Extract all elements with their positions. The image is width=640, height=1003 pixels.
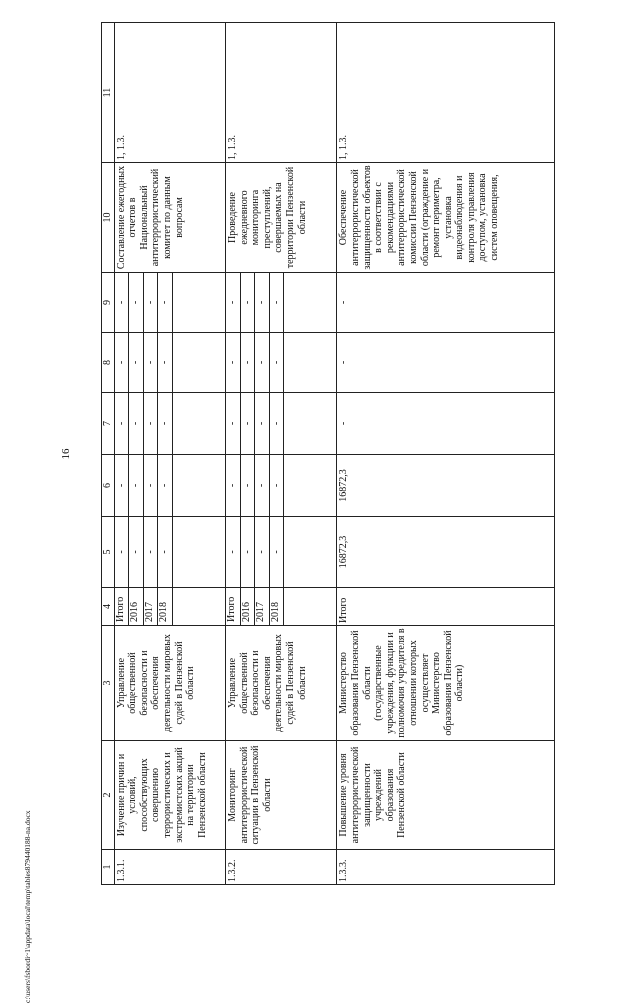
value-cell: - xyxy=(143,517,158,588)
expected-result: Проведение ежедневного мониторинга преступлений, совершаемых на территории Пензенской области xyxy=(225,163,336,273)
rotated-table-page xyxy=(101,23,595,885)
value-cell: - xyxy=(143,455,158,517)
value-cell: - xyxy=(269,333,284,393)
value-cell: - xyxy=(337,333,555,393)
value-cell: - xyxy=(158,393,173,455)
value-cell: - xyxy=(129,273,144,333)
row-number: 1.3.3. xyxy=(337,850,555,885)
table-row xyxy=(225,23,240,885)
table-row xyxy=(114,23,129,885)
header-cell: 4 xyxy=(102,588,115,626)
header-cell: 5 xyxy=(102,517,115,588)
value-cell: - xyxy=(114,455,129,517)
value-cell: - xyxy=(337,273,555,333)
program-activities-table xyxy=(101,22,555,885)
indicator: 1, 1.3. xyxy=(337,23,555,163)
indicator: 1, 1.3. xyxy=(225,23,336,163)
header-cell: 8 xyxy=(102,333,115,393)
executor: Министерство образования Пензенской области (государственные учреждения, функции и полномочия учредителя в отношении которых осуществляет Министерство образования Пензенской области) xyxy=(337,626,555,741)
header-cell: 9 xyxy=(102,273,115,333)
row-number: 1.3.2. xyxy=(225,850,336,885)
header-cell: 1 xyxy=(102,850,115,885)
value-cell: - xyxy=(129,333,144,393)
value-cell: - xyxy=(225,333,240,393)
indicator: 1, 1.3. xyxy=(114,23,225,163)
value-cell: - xyxy=(240,333,255,393)
file-path-footer: c:\users\fsbordi~1\appdata\local\temp\tables879440188-na.docx xyxy=(23,810,32,1003)
expected-result: Составление ежегодных отчетов в Национальный антитеррористический комитет по данным вопросам xyxy=(114,163,225,273)
value-cell: - xyxy=(255,517,270,588)
executor: Управление общественной безопасности и обеспечения деятельности мировых судей в Пензенской области xyxy=(114,626,225,741)
year-cell: 2016 xyxy=(129,588,144,626)
value-cell: - xyxy=(129,517,144,588)
value-cell: - xyxy=(269,517,284,588)
header-cell: 11 xyxy=(102,23,115,163)
table-row xyxy=(337,23,555,885)
value-cell: 16872,3 xyxy=(337,517,555,588)
value-cell: - xyxy=(255,273,270,333)
header-cell: 7 xyxy=(102,393,115,455)
value-cell: - xyxy=(143,393,158,455)
year-cell: 2017 xyxy=(255,588,270,626)
value-cell: - xyxy=(143,333,158,393)
value-cell: - xyxy=(337,393,555,455)
value-cell: - xyxy=(240,517,255,588)
value-cell: - xyxy=(129,393,144,455)
value-cell: - xyxy=(225,517,240,588)
value-cell: - xyxy=(143,273,158,333)
value-cell: - xyxy=(114,333,129,393)
value-cell: - xyxy=(255,393,270,455)
activity-name: Изучение причин и условий, способствующих совершению террористических и экстремистских акций на территории Пензенской области xyxy=(114,741,225,850)
value-cell: - xyxy=(158,273,173,333)
value-cell: - xyxy=(269,455,284,517)
page-number: 16 xyxy=(60,448,72,460)
year-cell: Итого xyxy=(337,588,555,626)
value-cell: - xyxy=(269,393,284,455)
header-cell: 10 xyxy=(102,163,115,273)
value-cell: - xyxy=(129,455,144,517)
value-cell: - xyxy=(114,393,129,455)
value-cell: - xyxy=(240,393,255,455)
year-cell: Итого xyxy=(225,588,240,626)
value-cell: - xyxy=(158,333,173,393)
year-cell: Итого xyxy=(114,588,129,626)
value-cell: - xyxy=(269,273,284,333)
year-cell: 2018 xyxy=(269,588,284,626)
value-cell: - xyxy=(255,455,270,517)
value-cell: - xyxy=(240,273,255,333)
value-cell: - xyxy=(255,333,270,393)
activity-name: Мониторинг антитеррористической ситуации в Пензенской области xyxy=(225,741,336,850)
value-cell: - xyxy=(225,393,240,455)
year-cell: 2016 xyxy=(240,588,255,626)
year-cell: 2018 xyxy=(158,588,173,626)
expected-result: Обеспечение антитеррористической защищенности объектов в соответствии с рекомендациями антитеррористической комиссии Пензенской области (ограждение и ремонт периметра, установка видеонаблюдения и контроля управления доступом, установка систем оповещения, xyxy=(337,163,555,273)
value-cell: - xyxy=(240,455,255,517)
header-row xyxy=(102,23,115,885)
value-cell: - xyxy=(158,517,173,588)
value-cell: - xyxy=(225,273,240,333)
header-cell: 3 xyxy=(102,626,115,741)
value-cell: - xyxy=(114,517,129,588)
value-cell: - xyxy=(114,273,129,333)
value-cell: - xyxy=(225,455,240,517)
value-cell: - xyxy=(158,455,173,517)
year-cell: 2017 xyxy=(143,588,158,626)
header-cell: 6 xyxy=(102,455,115,517)
header-cell: 2 xyxy=(102,741,115,850)
value-cell: 16872,3 xyxy=(337,455,555,517)
row-number: 1.3.1. xyxy=(114,850,225,885)
activity-name: Повышение уровня антитеррористической защищенности учреждений образования Пензенской области xyxy=(337,741,555,850)
executor: Управление общественной безопасности и обеспечения деятельности мировых судей в Пензенской области xyxy=(225,626,336,741)
